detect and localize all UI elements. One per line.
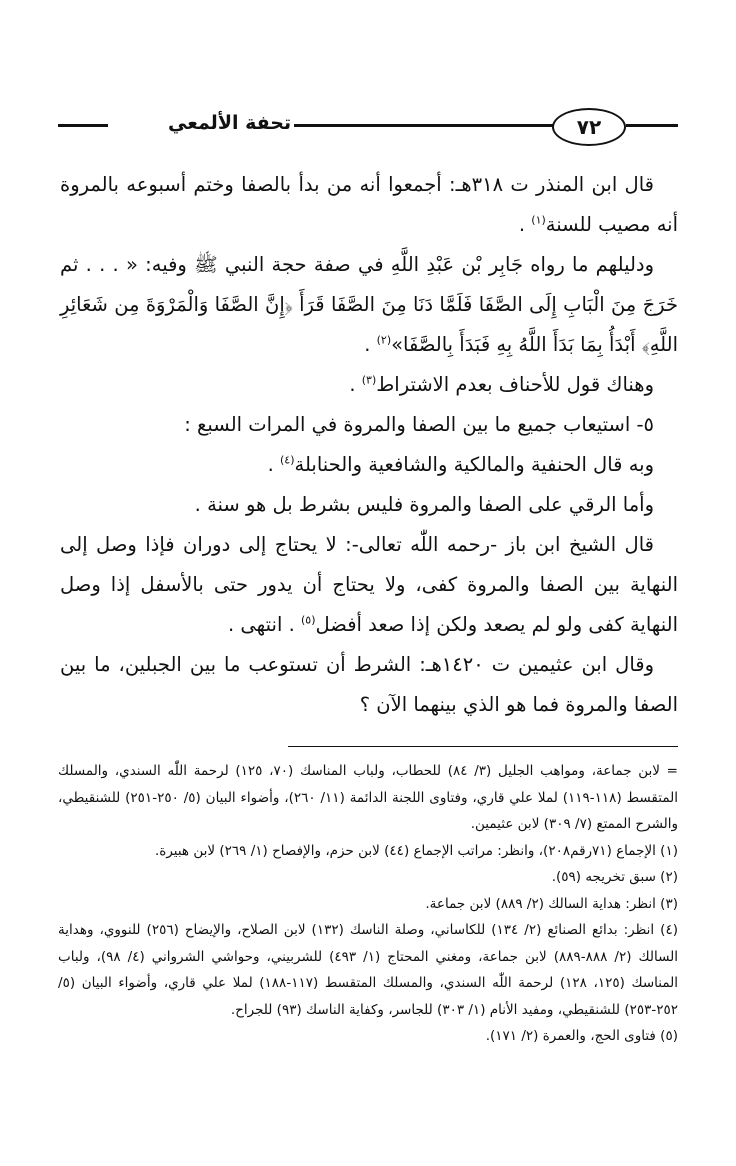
text: وهناك قول للأحناف بعدم الاشتراط	[376, 373, 654, 396]
section-heading-5: ٥- استيعاب جميع ما بين الصفا والمروة في المرات السبع :	[184, 413, 654, 436]
paragraph-madhahib	[60, 445, 678, 485]
running-title: تحفة الألمعي	[168, 112, 292, 134]
footnote-ref: (٤)	[279, 453, 295, 467]
footnote-ref: (٣)	[361, 373, 377, 387]
main-text	[60, 165, 678, 725]
text: . انتهى .	[228, 613, 301, 636]
paragraph-ibn-almundhir	[60, 165, 678, 245]
footnote-3: (٣) انظر: هداية السالك (٢/ ٨٨٩) لابن جماعة.	[425, 895, 678, 912]
text: قال ابن المنذر ت ٣١٨هـ: أجمعوا أنه من بدأ بالصفا وختم أسبوعه بالمروة أنه مصيب للسنة	[60, 173, 678, 236]
footnote-separator	[288, 746, 678, 747]
footnote-ref: (٢)	[376, 333, 392, 347]
text: .	[518, 213, 532, 236]
footnotes	[58, 758, 678, 1050]
text: .	[364, 333, 377, 356]
paragraph-evidence-jabir	[60, 245, 678, 365]
footnote-5: (٥) فتاوى الحج، والعمرة (٢/ ١٧١).	[485, 1028, 678, 1044]
text: .	[349, 373, 362, 396]
footnote-2: (٢) سبق تخريجه (٥٩).	[551, 869, 678, 885]
text: وبه قال الحنفية والمالكية والشافعية والحنابلة	[294, 453, 654, 476]
paragraph-ibn-uthaymin: وقال ابن عثيمين ت ١٤٢٠هـ: الشرط أن تستوعب ما بين الجبلين، ما بين الصفا والمروة فما هو الذي بينهما الآن ؟	[60, 653, 678, 716]
header-rule-left	[58, 124, 108, 127]
paragraph-ibn-baz	[60, 525, 678, 645]
footnote-ref: (٥)	[301, 613, 316, 627]
page-number-badge: ٧٢	[552, 108, 626, 146]
paragraph-ahnaf	[60, 365, 678, 405]
page-header	[58, 108, 678, 148]
text: قال الشيخ ابن باز -رحمه اللّٰه تعالى-: لا يحتاج إلى دوران فإذا وصل إلى النهاية بين الصفا والمروة كفى، ولا يحتاج أن يدور حتى بالأسفل إذا وصل النهاية كفى ولو لم يصعد ولكن إذا صعد أفضل	[60, 533, 678, 636]
footnote-continuation: = لابن جماعة، ومواهب الجليل (٣/ ٨٤) للحطاب، ولباب المناسك (٧٠، ١٢٥) لرحمة اللّٰه السندي، والمسلك المتقسط (١١٨-١١٩) لملا علي قاري، وفتاوى اللجنة الدائمة (١١/ ٢٦٠)، وأضواء البيان (٥/ ٢٥٠-٢٥١) للشنقيطي، والشرح الممتع (٧/ ٣٠٩) لابن عثيمين.	[58, 763, 678, 832]
footnote-ref: (١)	[531, 213, 546, 227]
footnote-4: (٤) انظر: بدائع الصنائع (٢/ ١٣٤) للكاساني، وصلة الناسك (١٣٢) لابن الصلاح، والإيضاح (٢٥٦) للنووي، وهداية السالك (٢/ ٨٨٨-٨٨٩) لابن جماعة، ومغني المحتاج (١/ ٤٩٣) للشربيني، وحواشي الشرواني (٤/ ٩٨)، ولباب المناسك (١٢٥، ١٢٨) لرحمة اللّٰه السندي، والمسلك المتقسط (١١٧-١٨٨) لملا علي قاري، وأضواء البيان (٥/ ٢٥٢-٢٥٣) للشنقيطي، ومفيد الأنام (١/ ٣٠٣) للجاسر، وكفاية الناسك (٩٣) للجراح.	[58, 922, 678, 1018]
footnote-1: (١) الإجماع (٧١رقم٢٠٨)، وانظر: مراتب الإجماع (٤٤) لابن حزم، والإفصاح (١/ ٢٦٩) لابن هبيرة.	[154, 842, 678, 859]
text: .	[267, 453, 280, 476]
header-rule-right	[626, 124, 678, 127]
header-rule-middle	[294, 124, 554, 127]
text: ودليلهم ما رواه جَابِر بْن عَبْدِ اللَّهِ في صفة حجة النبي ﷺ وفيه: « . . . ثم خَرَجَ مِنَ الْبَابِ إِلَى الصَّفَا فَلَمَّا دَنَا مِنَ الصَّفَا قَرَأَ ﴿إِنَّ الصَّفَا وَالْمَرْوَةَ مِن شَعَائِرِ اللَّهِ﴾ أَبْدَأُ بِمَا بَدَأَ اللَّهُ بِهِ فَبَدَأَ بِالصَّفَا»	[60, 253, 678, 356]
paragraph-raqy: وأما الرقي على الصفا والمروة فليس بشرط بل هو سنة .	[194, 493, 654, 516]
